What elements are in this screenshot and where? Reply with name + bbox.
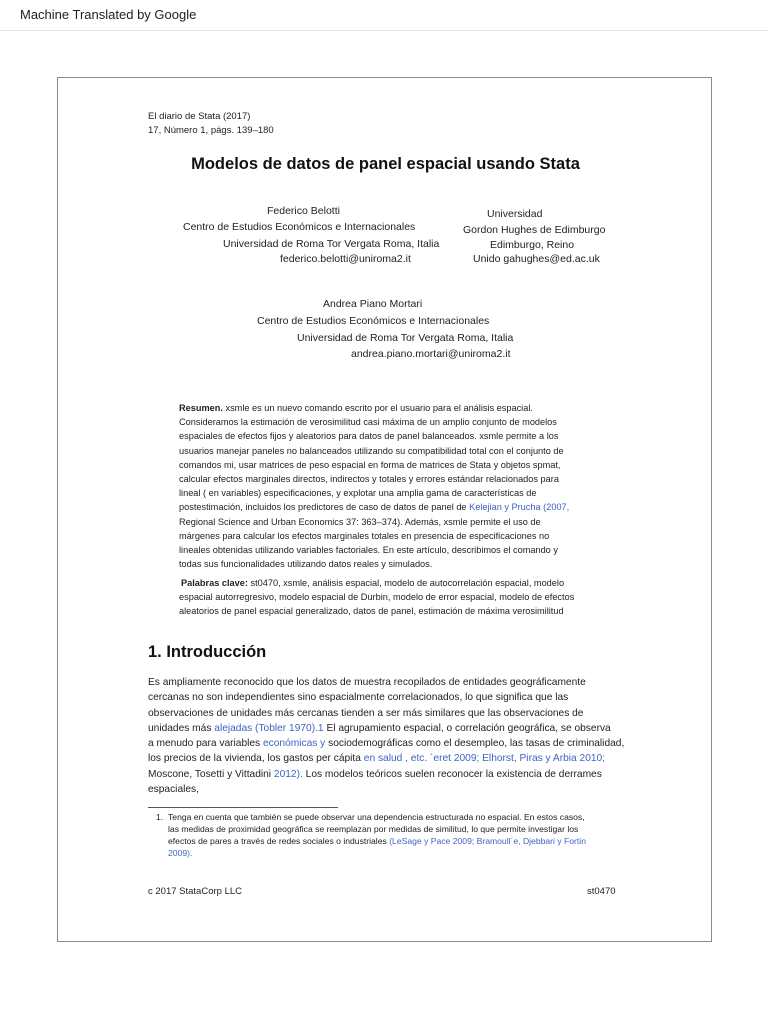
body-line: Es ampliamente reconocido que los datos de muestra recopilados de entidades geográficamente — [148, 677, 586, 688]
citation-link-tobler[interactable]: alejadas (Tobler 1970).1 — [214, 722, 324, 734]
footnote-line: efectos de pares a través de redes sociales o industriales — [168, 836, 387, 846]
keywords-line: aleatorios de panel espacial generalizado, datos de panel, estimación de máxima verosimilitud — [179, 606, 564, 617]
footnote-divider — [148, 807, 338, 808]
author-mortari-name: Andrea Piano Mortari — [323, 298, 423, 310]
banner-text: Machine Translated by Google — [20, 7, 197, 22]
abstract-line: Consideramos la estimación de verosimilitud casi máxima de un amplio conjunto de modelos — [179, 417, 557, 428]
author-mortari-affil1: Centro de Estudios Económicos e Internacionales — [257, 315, 490, 327]
author-hughes-line2: Gordon Hughes de Edimburgo — [463, 224, 606, 236]
intro-paragraph — [148, 675, 628, 797]
footnote-line: las medidas de proximidad geográfica se reemplazan por medidas de similitud, lo que permite investigar los — [168, 824, 579, 834]
citation-link-moscone[interactable]: 2012). — [273, 768, 303, 780]
body-line: a menudo para variables — [148, 738, 261, 750]
section-heading: 1. Introducción — [148, 643, 267, 661]
author-hughes-line4: Unido gahughes@ed.ac.uk — [473, 253, 600, 265]
abstract-line: todas sus funcionalidades utilizando datos reales y simulados. — [179, 559, 433, 570]
article-code: st0470 — [587, 886, 616, 897]
abstract-line: márgenes para calcular los efectos marginales totales en presencia de especificaciones no — [179, 530, 550, 541]
citation-link-economicas[interactable]: económicas y — [262, 738, 326, 750]
abstract-line: postestimación, incluidos los predictores de caso de datos de panel de — [179, 502, 467, 513]
citation-link-elhorst[interactable]: en salud , etc. ´eret 2009; Elhorst, Piras y Arbia 2010; — [363, 753, 606, 765]
footnote-number: 1. — [156, 812, 164, 822]
body-line: observaciones de unidades más cercanas tienden a ser más similares que las observaciones de — [148, 707, 584, 719]
journal-line-1: El diario de Stata (2017) — [148, 111, 251, 122]
footnote — [156, 811, 636, 859]
citation-link-kelejian[interactable]: Kelejian y Prucha (2007, — [469, 502, 570, 513]
body-line: unidades más — [148, 722, 212, 734]
translation-banner — [0, 0, 768, 31]
abstract-line: calcular efectos marginales directos, indirectos y totales y errores estándar relacionados para — [179, 474, 559, 485]
author-mortari-affil2: Universidad de Roma Tor Vergata Roma, Italia — [297, 332, 514, 344]
abstract-line: espaciales de efectos fijos y aleatorios para datos de panel balanceados. xsmle permite a los — [179, 431, 559, 442]
keywords-line: espacial autorregresivo, modelo espacial de Durbin, modelo de error espacial, modelo de efectos — [179, 592, 575, 603]
body-line: cercanas no son independientes sino espacialmente correlacionados, lo que significa que las — [148, 692, 569, 704]
author-hughes-line3: Edimburgo, Reino — [490, 239, 575, 251]
abstract-label: Resumen. — [179, 403, 223, 413]
abstract-line: usuarios manejar paneles no balanceados utilizando su compatibilidad total con el conjunto de — [179, 445, 564, 456]
author-belotti-name: Federico Belotti — [267, 205, 340, 217]
author-belotti-email: federico.belotti@uniroma2.it — [280, 253, 411, 265]
author-mortari-email: andrea.piano.mortari@uniroma2.it — [351, 348, 511, 360]
keywords-label: Palabras clave: — [181, 578, 248, 588]
citation-link-lesage[interactable]: (LeSage y Pace 2009; Bramoull´e, Djebbari y Fortin — [389, 836, 586, 846]
body-line: los precios de la vivienda, los gastos per cápita — [148, 753, 361, 765]
abstract-line: lineales obtenidas utilizando variables factoriales. En este artículo, describimos el comando y — [179, 545, 558, 556]
abstract-line: xsmle es un nuevo comando escrito por el usuario para el análisis espacial. — [225, 403, 533, 413]
body-line: Moscone, Tosetti y Vittadini — [148, 768, 272, 780]
citation-link-fortin[interactable]: 2009). — [168, 848, 193, 858]
document-page — [57, 77, 712, 942]
body-line: sociodemográficas como el desempleo, las tasas de criminalidad, — [328, 738, 625, 750]
keywords-line: st0470, xsmle, análisis espacial, modelo de autocorrelación espacial, modelo — [250, 578, 565, 588]
body-line: Los modelos teóricos suelen reconocer la existencia de derrames — [305, 768, 602, 780]
author-belotti-affil2: Universidad de Roma Tor Vergata Roma, Italia — [223, 238, 440, 250]
body-line: espaciales, — [148, 784, 199, 796]
author-hughes-line1: Universidad — [487, 208, 543, 220]
keywords — [179, 576, 597, 619]
abstract — [179, 401, 597, 571]
paper-title: Modelos de datos de panel espacial usando Stata — [191, 155, 580, 173]
abstract-line: Regional Science and Urban Economics 37: 363–374). Además, xsmle permite el uso de — [179, 516, 541, 527]
body-line: El agrupamiento espacial, o correlación geográfica, se observa — [326, 722, 611, 734]
abstract-line: comandos mi, usar matrices de peso espacial en forma de matrices de Stata y objetos spmat, — [179, 459, 561, 470]
author-belotti-affil1: Centro de Estudios Económicos e Internacionales — [183, 221, 416, 233]
abstract-line: lineal ( en variables) especificaciones, y explotar una amplia gama de características de — [179, 488, 537, 499]
footnote-line: Tenga en cuenta que también se puede observar una dependencia estructurada no espacial. En estos casos, — [168, 812, 585, 822]
journal-line-2: 17, Número 1, págs. 139–180 — [148, 125, 274, 136]
copyright: c 2017 StataCorp LLC — [148, 886, 243, 897]
